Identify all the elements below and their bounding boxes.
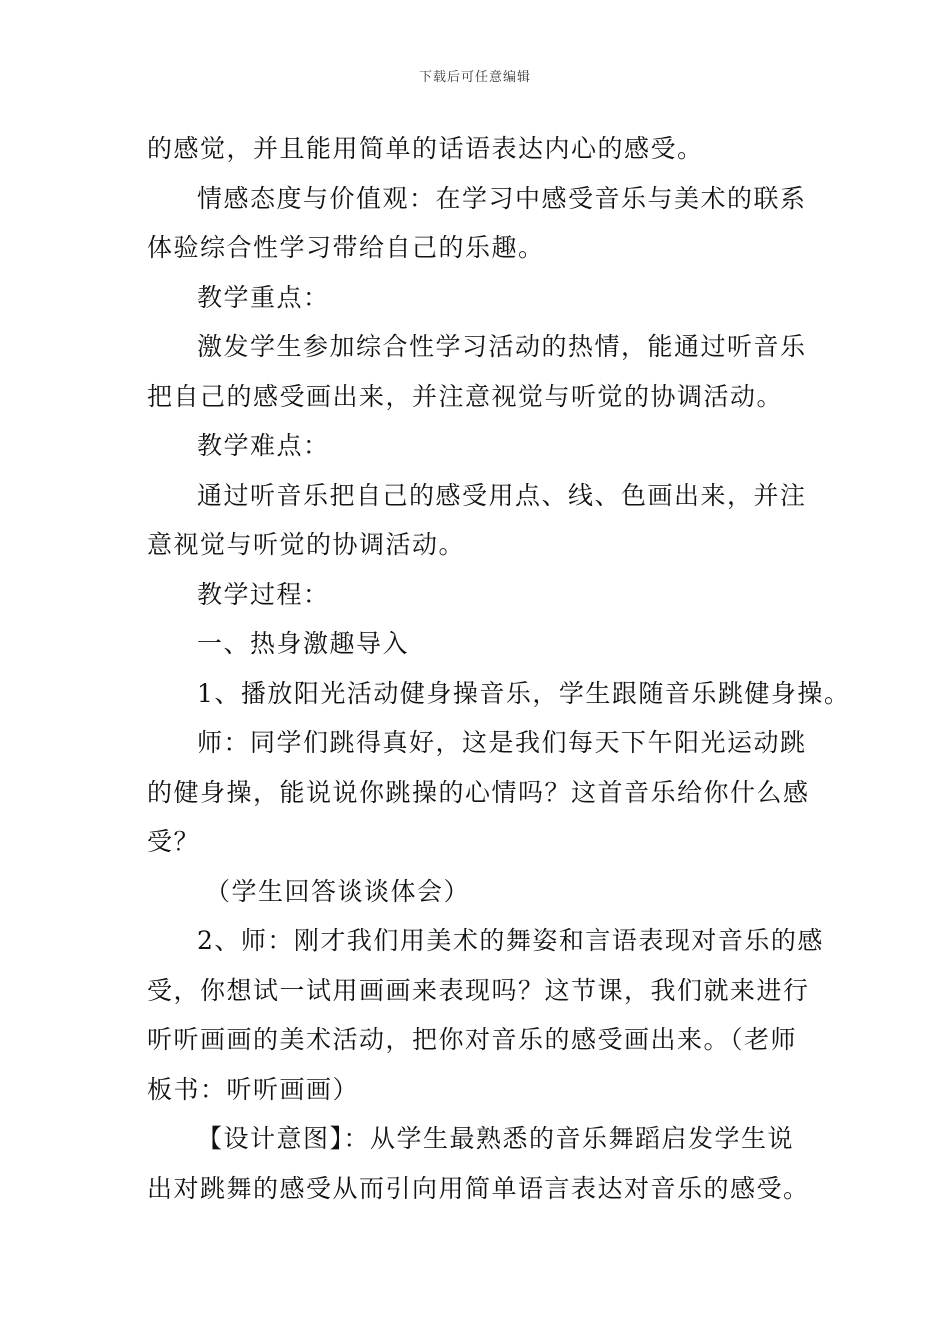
text-line: 师：同学们跳得真好，这是我们每天下午阳光运动跳 — [197, 728, 807, 757]
text-line: 受，你想试一试用画画来表现吗？这节课，我们就来进行 — [147, 975, 810, 1005]
section-heading: 教学重点： — [197, 282, 330, 312]
text-line: 情感态度与价值观：在学习中感受音乐与美术的联系 — [197, 183, 807, 213]
text-line: 激发学生参加综合性学习活动的热情，能通过听音乐 — [197, 332, 807, 361]
document-body — [147, 124, 851, 1213]
text-line: 把自己的感受画出来，并注意视觉与听觉的协调活动。 — [147, 381, 784, 411]
text-line: 体验综合性学习带给自己的乐趣。 — [147, 233, 545, 262]
page-header: 下载后可任意编辑 — [418, 70, 531, 85]
text-line: 通过听音乐把自己的感受用点、线、色画出来，并注 — [197, 480, 807, 510]
section-heading: 教学过程： — [197, 579, 330, 609]
text-line: 出对跳舞的感受从而引向用简单语言表达对音乐的感受。 — [147, 1173, 810, 1203]
text-line: 【设计意图】：从学生最熟悉的音乐舞蹈启发学生说 — [197, 1124, 795, 1153]
text-line: （学生回答谈谈体会） — [205, 876, 471, 906]
text-line: 的健身操，能说说你跳操的心情吗？这首音乐给你什么感 — [147, 777, 810, 807]
text-line: 1、播放阳光活动健身操音乐，学生跟随音乐跳健身操。 — [197, 678, 851, 708]
section-heading: 教学难点： — [197, 431, 330, 460]
text-line: 板书：听听画画） — [147, 1074, 360, 1104]
text-line: 2、师：刚才我们用美术的舞姿和言语表现对音乐的感 — [197, 926, 824, 955]
subsection-heading: 一、热身激趣导入 — [197, 629, 410, 658]
text-line: 的感觉，并且能用简单的话语表达内心的感受。 — [147, 134, 704, 163]
text-line: 意视觉与听觉的协调活动。 — [147, 530, 466, 559]
text-line: 受？ — [147, 827, 201, 856]
text-line: 听听画画的美术活动，把你对音乐的感受画出来。（老师 — [147, 1025, 798, 1054]
